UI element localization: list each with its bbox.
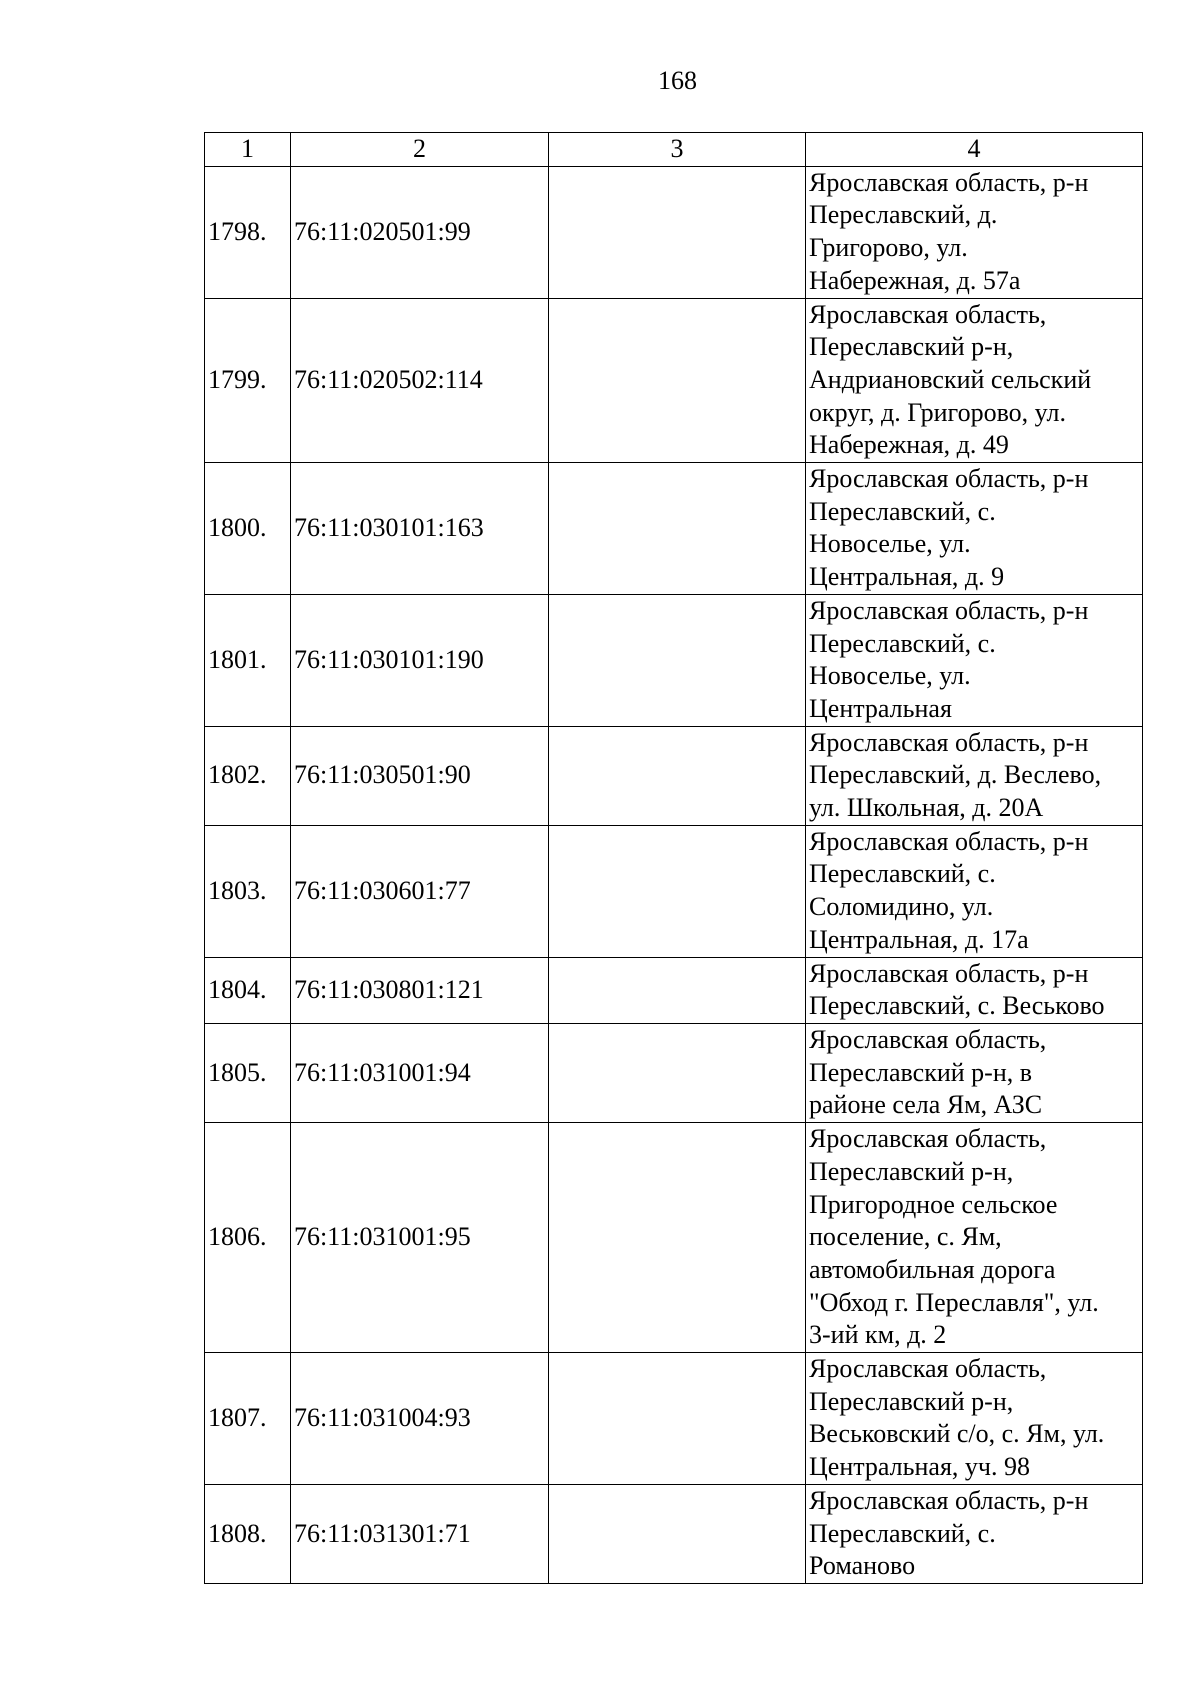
table-row <box>205 594 1143 726</box>
address: Ярославская область, Переславский р-н, в районе села Ям, АЗС <box>806 1023 1143 1122</box>
table-header <box>205 133 1143 167</box>
column-3-cell <box>549 1353 806 1485</box>
cadastral-number: 76:11:030101:190 <box>291 594 549 726</box>
row-number: 1808. <box>205 1484 291 1583</box>
header-row <box>205 133 1143 167</box>
cadastral-number: 76:11:030101:163 <box>291 463 549 595</box>
row-number: 1798. <box>205 166 291 298</box>
cadastral-number: 76:11:031001:95 <box>291 1123 549 1353</box>
column-3-cell <box>549 594 806 726</box>
row-number: 1807. <box>205 1353 291 1485</box>
row-number: 1802. <box>205 726 291 825</box>
row-number: 1806. <box>205 1123 291 1353</box>
table-row <box>205 1353 1143 1485</box>
column-3-cell <box>549 298 806 463</box>
cadastral-number: 76:11:030501:90 <box>291 726 549 825</box>
table-row <box>205 166 1143 298</box>
table-row <box>205 957 1143 1023</box>
row-number: 1805. <box>205 1023 291 1122</box>
column-3-cell <box>549 1484 806 1583</box>
cadastral-number: 76:11:031301:71 <box>291 1484 549 1583</box>
header-col-3: 3 <box>549 133 806 167</box>
column-3-cell <box>549 1023 806 1122</box>
header-col-1: 1 <box>205 133 291 167</box>
row-number: 1804. <box>205 957 291 1023</box>
cadastral-number: 76:11:031004:93 <box>291 1353 549 1485</box>
address: Ярославская область, Переславский р-н, Андриановский сельский округ, д. Григорово, ул. Набережная, д. 49 <box>806 298 1143 463</box>
row-number: 1799. <box>205 298 291 463</box>
table-row <box>205 1023 1143 1122</box>
address: Ярославская область, р-н Переславский, с. Веськово <box>806 957 1143 1023</box>
row-number: 1803. <box>205 825 291 957</box>
cadastral-number: 76:11:031001:94 <box>291 1023 549 1122</box>
cadastral-number: 76:11:020502:114 <box>291 298 549 463</box>
table-row <box>205 298 1143 463</box>
column-3-cell <box>549 726 806 825</box>
table-row <box>205 726 1143 825</box>
address: Ярославская область, р-н Переславский, с. Новоселье, ул. Центральная, д. 9 <box>806 463 1143 595</box>
table-body <box>205 166 1143 1583</box>
registry-table <box>204 132 1143 1584</box>
cadastral-number: 76:11:030601:77 <box>291 825 549 957</box>
cadastral-number: 76:11:030801:121 <box>291 957 549 1023</box>
column-3-cell <box>549 463 806 595</box>
table-row <box>205 463 1143 595</box>
column-3-cell <box>549 1123 806 1353</box>
row-number: 1800. <box>205 463 291 595</box>
column-3-cell <box>549 957 806 1023</box>
address: Ярославская область, Переславский р-н, Пригородное сельское поселение, с. Ям, автомобильная дорога "Обход г. Переславля", ул. 3-ий км, д. 2 <box>806 1123 1143 1353</box>
header-col-2: 2 <box>291 133 549 167</box>
page-number: 168 <box>658 66 697 95</box>
header-col-4: 4 <box>806 133 1143 167</box>
address: Ярославская область, р-н Переславский, с. Новоселье, ул. Центральная <box>806 594 1143 726</box>
column-3-cell <box>549 825 806 957</box>
column-3-cell <box>549 166 806 298</box>
row-number: 1801. <box>205 594 291 726</box>
cadastral-number: 76:11:020501:99 <box>291 166 549 298</box>
address: Ярославская область, р-н Переславский, с. Соломидино, ул. Центральная, д. 17а <box>806 825 1143 957</box>
address: Ярославская область, р-н Переславский, д. Григорово, ул. Набережная, д. 57а <box>806 166 1143 298</box>
table-row <box>205 1123 1143 1353</box>
table-row <box>205 1484 1143 1583</box>
table-row <box>205 825 1143 957</box>
address: Ярославская область, р-н Переславский, д. Веслево, ул. Школьная, д. 20А <box>806 726 1143 825</box>
address: Ярославская область, Переславский р-н, Веськовский с/о, с. Ям, ул. Центральная, уч. 98 <box>806 1353 1143 1485</box>
address: Ярославская область, р-н Переславский, с. Романово <box>806 1484 1143 1583</box>
